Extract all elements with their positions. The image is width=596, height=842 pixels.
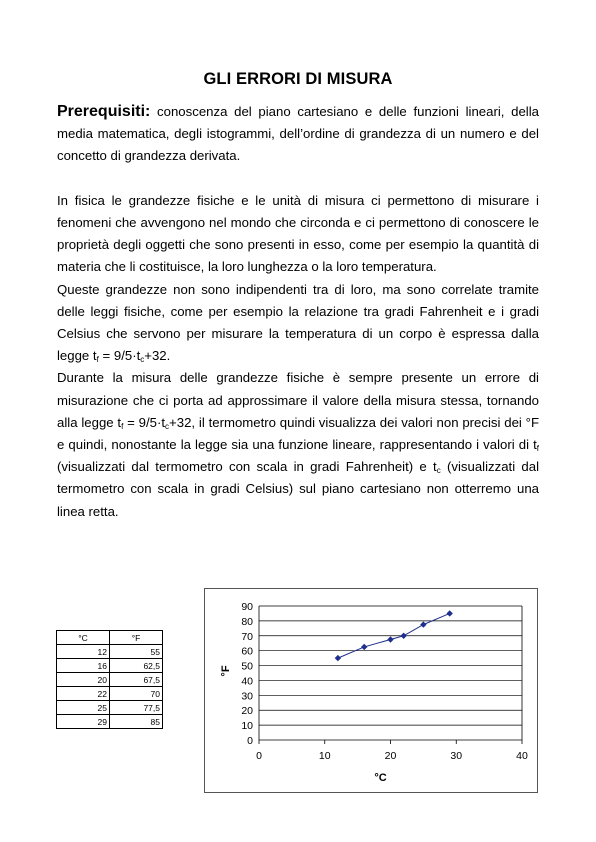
table-cell: 12 — [57, 645, 110, 659]
table-cell: 22 — [57, 687, 110, 701]
chart-frame — [204, 588, 538, 793]
table-cell: 62,5 — [110, 659, 163, 673]
y-tick-label: 10 — [241, 720, 253, 733]
prerequisites-paragraph — [57, 101, 539, 168]
line-chart — [205, 589, 537, 792]
paragraph-1: In fisica le grandezze fisiche e le unità di misura ci permettono di misurare i fenomeni che avvengono nel mondo che circonda e ci permettono di conoscere le proprietà degli oggetti che sono presenti in esso, come per esempio la quantità di materia che li costituisce, la loro lunghezza o la loro temperatura. — [57, 192, 539, 275]
y-tick-label: 0 — [247, 735, 253, 747]
data-point — [400, 633, 406, 639]
y-tick-label: 70 — [241, 630, 253, 643]
prerequisites-text: conoscenza del piano cartesiano e delle funzioni lineari, della media matematica, degli istogrammi, dell’ordine di grandezza di un numero e del concetto di grandezza derivata. — [57, 104, 539, 164]
table-row — [57, 687, 163, 701]
table-header-fahrenheit: °F — [110, 631, 163, 645]
y-tick-label: 30 — [241, 690, 253, 703]
y-tick-label: 50 — [241, 660, 253, 673]
table-cell: 70 — [110, 687, 163, 701]
table-row — [57, 701, 163, 715]
paragraph-2: Queste grandezze non sono indipendenti tra di loro, ma sono correlate tramite delle leggi fisiche, come per esempio la relazione tra gradi Fahrenheit e i gradi Celsius che servono per misurare la temperatura di un corpo è espressa dalla legge $t_f = 9/5\cdot t_c+32$. — [57, 281, 539, 365]
temperature-table — [56, 630, 163, 729]
y-tick-label: 60 — [241, 645, 253, 658]
y-tick-label: 20 — [241, 705, 253, 718]
x-tick-label: 20 — [384, 750, 397, 762]
table-cell: 25 — [57, 701, 110, 715]
table-row — [57, 645, 163, 659]
paragraph-spacer — [57, 168, 539, 190]
table-cell: 55 — [110, 645, 163, 659]
table-cell: 20 — [57, 673, 110, 687]
y-axis-label: °F — [220, 665, 232, 677]
document-title: GLI ERRORI DI MISURA — [203, 70, 393, 88]
table-row — [57, 673, 163, 687]
document-body — [57, 101, 539, 523]
paragraph-3: Durante la misura delle grandezze fisiche è sempre presente un errore di misurazione che ci porta ad approssimare il valore della misura stessa, tornando alla legge $t_f = 9/5\cdot t_c+32$, il termometro quindi visualizza dei valori non precisi dei °F e quindi, nonostante la legge sia una funzione lineare, rappresentando i valori di $t_f$ (visualizzati dal termometro con scala in gradi Fahrenheit) e $t_c$ (visualizzati dal termometro con scala in gradi Celsius) sul piano cartesiano non otterremo una linea retta. — [57, 370, 539, 519]
x-axis-label: °C — [374, 772, 387, 784]
x-tick-label: 40 — [516, 750, 528, 762]
x-tick-label: 10 — [318, 750, 331, 762]
x-tick-label: 30 — [450, 750, 463, 762]
table-row — [57, 715, 163, 729]
table-cell: 29 — [57, 715, 110, 729]
table-cell: 77,5 — [110, 701, 163, 715]
table-header-celsius: °C — [57, 631, 110, 645]
table-cell: 85 — [110, 715, 163, 729]
data-table-container — [56, 630, 163, 729]
prerequisites-label: Prerequisiti: — [57, 103, 151, 120]
y-tick-label: 40 — [241, 675, 253, 688]
data-point — [420, 621, 426, 627]
data-point — [387, 636, 393, 642]
table-row — [57, 659, 163, 673]
data-point — [361, 644, 367, 650]
table-cell: 67,5 — [110, 673, 163, 687]
y-tick-label: 90 — [241, 601, 253, 613]
data-point — [446, 610, 452, 616]
table-header-row — [57, 631, 163, 645]
x-tick-label: 0 — [256, 750, 262, 762]
data-point — [335, 655, 341, 661]
table-cell: 16 — [57, 659, 110, 673]
y-tick-label: 80 — [241, 615, 253, 628]
